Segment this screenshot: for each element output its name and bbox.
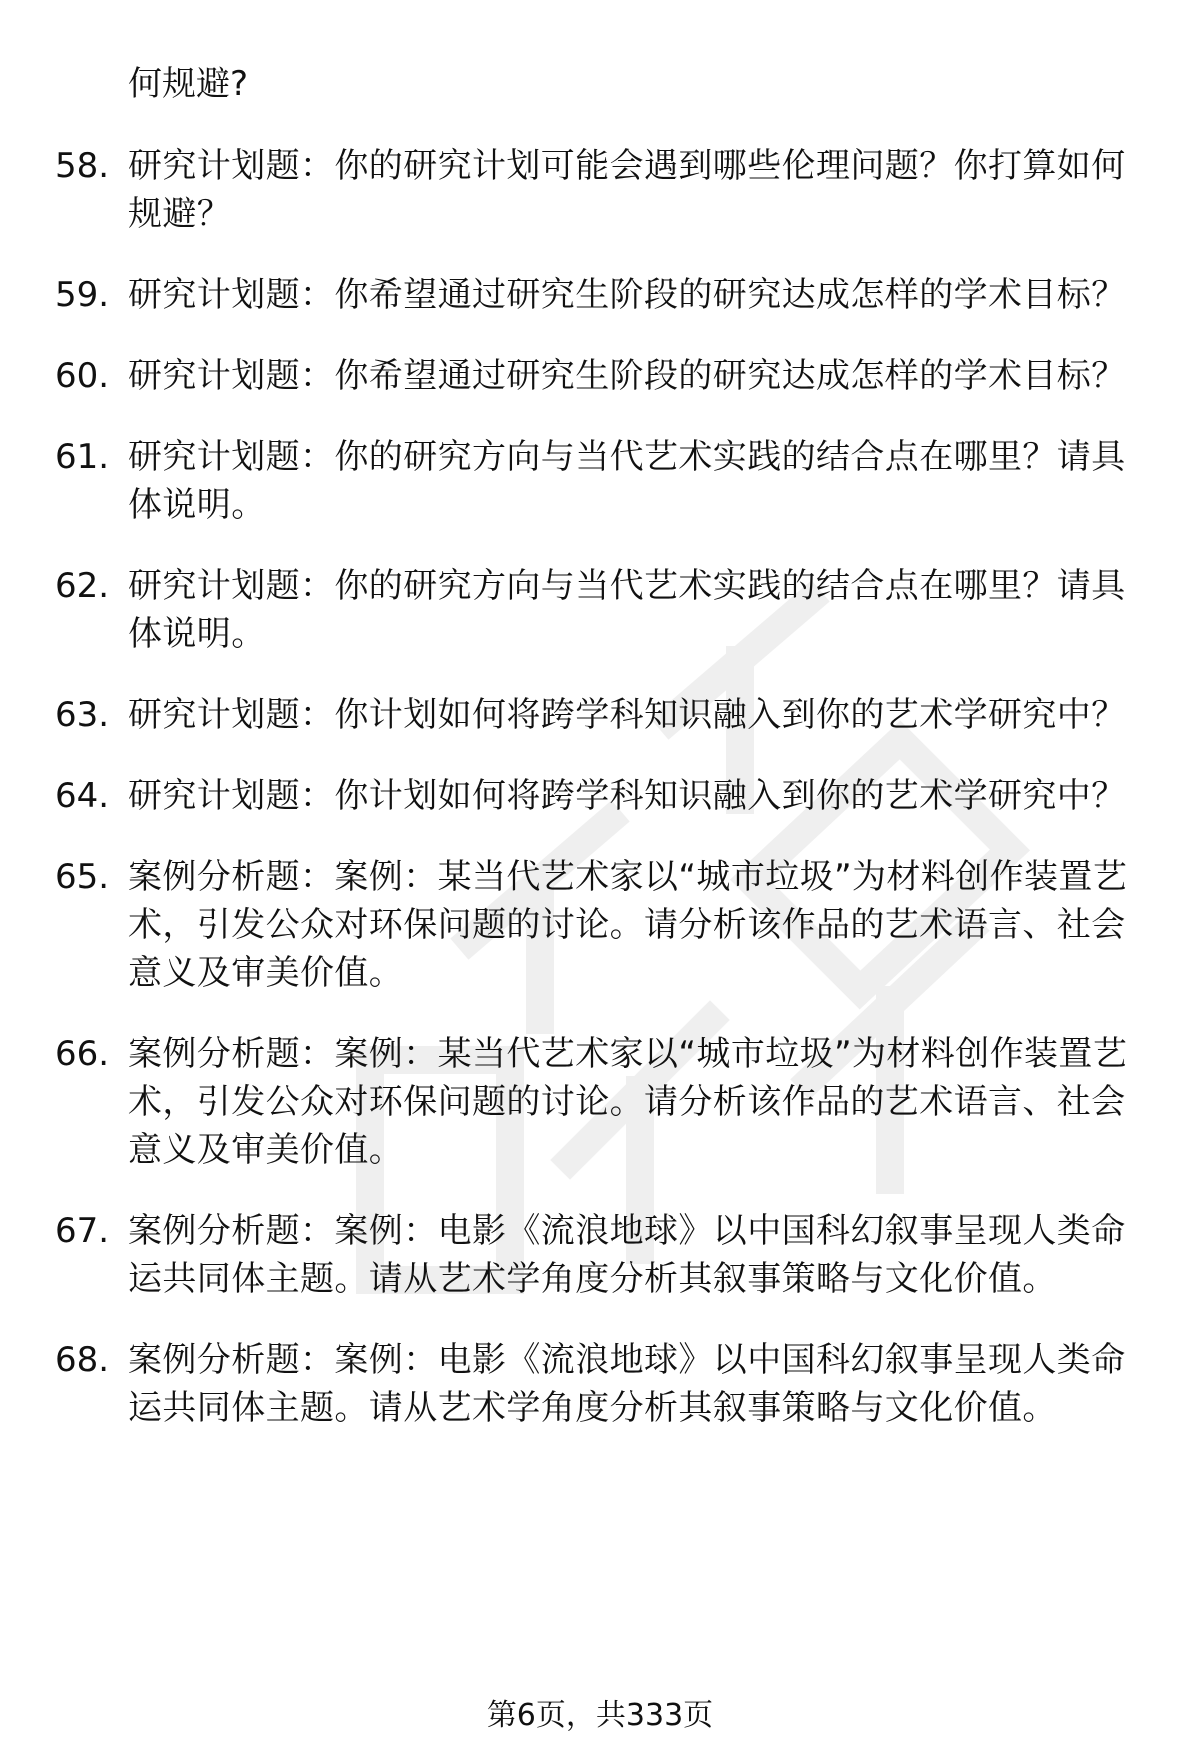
question-number: 60. xyxy=(55,356,110,396)
question-text: 研究计划题：你的研究方向与当代艺术实践的结合点在哪里？请具体说明。 xyxy=(128,437,1126,525)
question-text: 研究计划题：你的研究方向与当代艺术实践的结合点在哪里？请具体说明。 xyxy=(128,566,1126,654)
question-text: 案例分析题：案例：某当代艺术家以“城市垃圾”为材料创作装置艺术，引发公众对环保问题的讨论。请分析该作品的艺术语言、社会意义及审美价值。 xyxy=(128,857,1128,993)
question-item xyxy=(0,853,1200,997)
question-item xyxy=(0,691,1200,739)
question-number: 68. xyxy=(55,1340,110,1380)
question-text: 研究计划题：你计划如何将跨学科知识融入到你的艺术学研究中？ xyxy=(128,695,1126,735)
question-text: 研究计划题：你计划如何将跨学科知识融入到你的艺术学研究中？ xyxy=(128,776,1126,816)
question-text: 研究计划题：你希望通过研究生阶段的研究达成怎样的学术目标？ xyxy=(128,356,1126,396)
question-text: 案例分析题：案例：电影《流浪地球》以中国科幻叙事呈现人类命运共同体主题。请从艺术学角度分析其叙事策略与文化价值。 xyxy=(128,1211,1126,1299)
question-text: 研究计划题：你希望通过研究生阶段的研究达成怎样的学术目标？ xyxy=(128,275,1126,315)
question-item xyxy=(0,1030,1200,1174)
question-item xyxy=(0,772,1200,820)
question-text: 研究计划题：你的研究计划可能会遇到哪些伦理问题？你打算如何规避？ xyxy=(128,146,1126,234)
page-footer: 第6页，共333页 xyxy=(486,1698,714,1733)
question-item xyxy=(0,352,1200,400)
continued-question-text: 何规避? xyxy=(128,64,249,104)
question-list xyxy=(0,60,1200,1465)
question-item xyxy=(0,271,1200,319)
question-number: 61. xyxy=(55,437,110,477)
question-number: 63. xyxy=(55,695,110,735)
question-number: 59. xyxy=(55,275,110,315)
question-number: 65. xyxy=(55,857,110,897)
question-text: 案例分析题：案例：某当代艺术家以“城市垃圾”为材料创作装置艺术，引发公众对环保问题的讨论。请分析该作品的艺术语言、社会意义及审美价值。 xyxy=(128,1034,1128,1170)
question-number: 58. xyxy=(55,146,110,186)
question-item xyxy=(0,142,1200,238)
question-number: 67. xyxy=(55,1211,110,1251)
question-item xyxy=(0,562,1200,658)
question-item xyxy=(0,1207,1200,1303)
question-number: 62. xyxy=(55,566,110,606)
question-number: 66. xyxy=(55,1034,110,1074)
question-text: 案例分析题：案例：电影《流浪地球》以中国科幻叙事呈现人类命运共同体主题。请从艺术学角度分析其叙事策略与文化价值。 xyxy=(128,1340,1126,1428)
question-item xyxy=(0,433,1200,529)
question-number: 64. xyxy=(55,776,110,816)
question-item xyxy=(0,1336,1200,1432)
